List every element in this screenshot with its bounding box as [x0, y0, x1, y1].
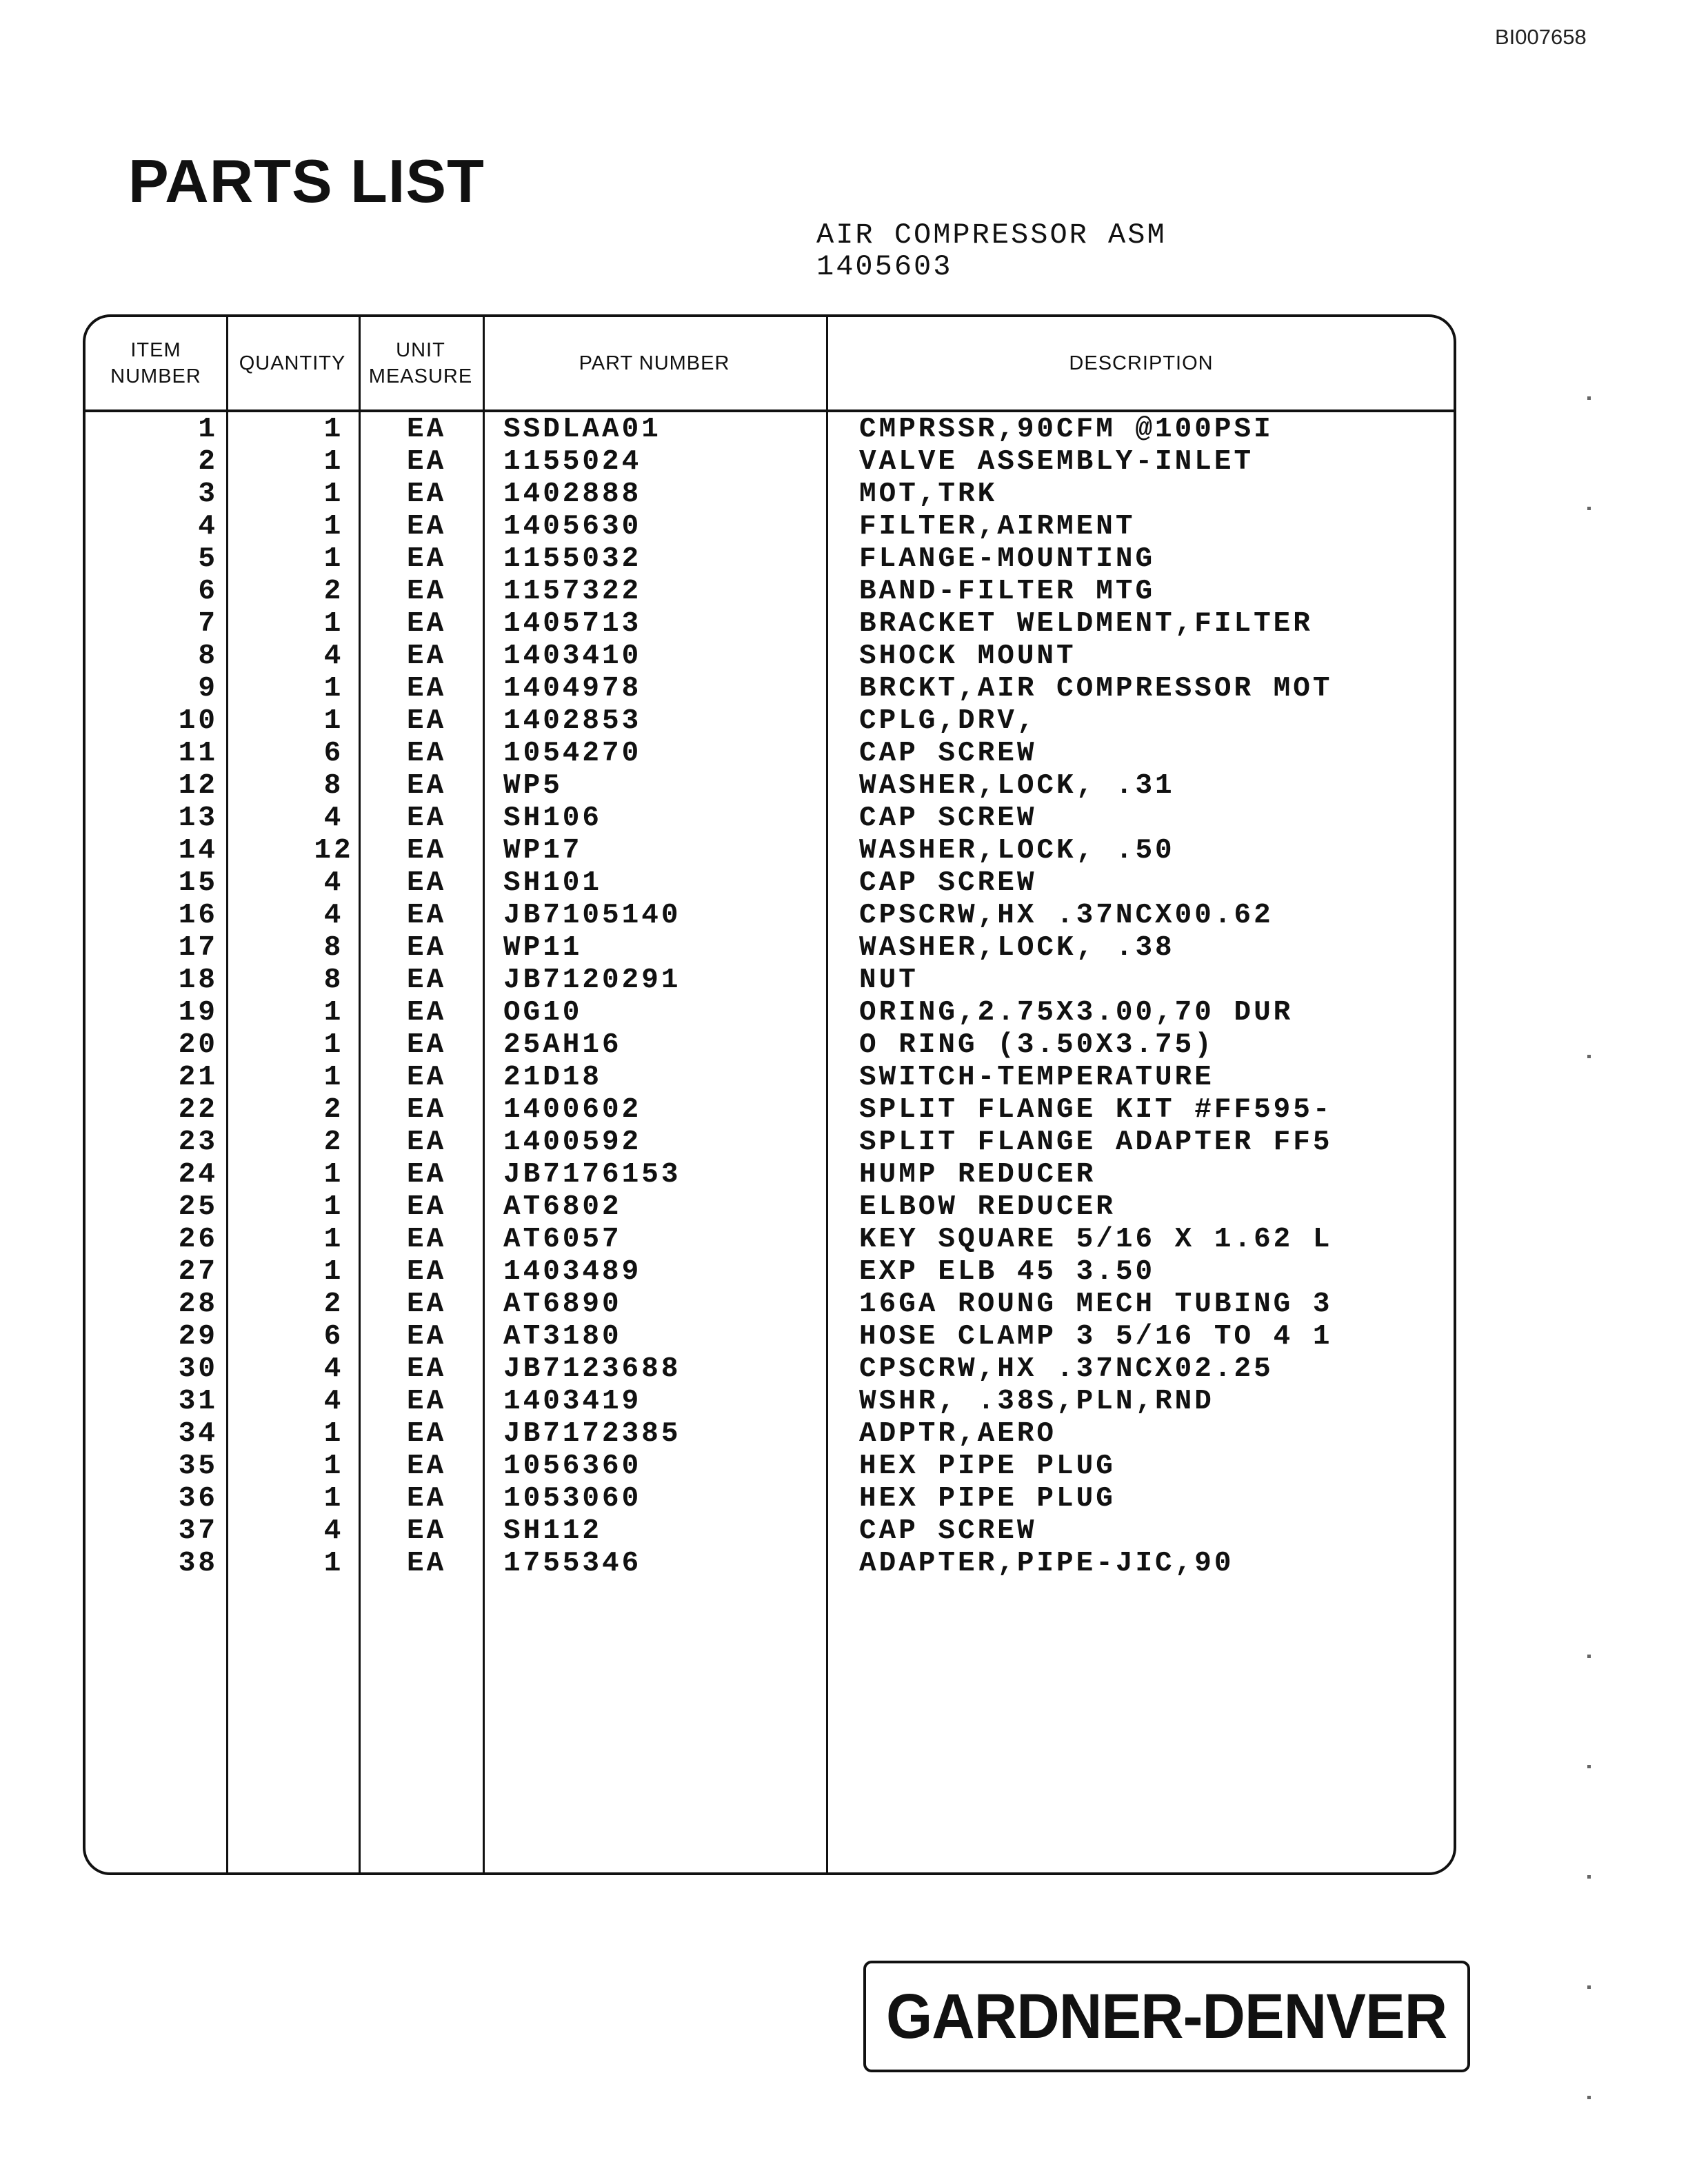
- scan-mark: [1587, 396, 1591, 400]
- part-number-cell: SH106: [503, 802, 603, 834]
- table-row: [86, 705, 1454, 738]
- quantity-cell: 4: [323, 900, 344, 931]
- scan-mark: [1587, 1875, 1591, 1879]
- item-number-cell: 18: [178, 964, 218, 996]
- scan-mark: [1587, 1655, 1591, 1658]
- table-row: [86, 900, 1454, 932]
- description-cell: KEY SQUARE 5/16 X 1.62 L: [859, 1224, 1333, 1255]
- item-number-cell: 25: [178, 1191, 218, 1223]
- table-row: [86, 673, 1454, 705]
- unit-measure-cell: EA: [407, 1515, 447, 1547]
- description-cell: HOSE CLAMP 3 5/16 TO 4 1: [859, 1321, 1333, 1353]
- description-cell: 16GA ROUNG MECH TUBING 3: [859, 1288, 1333, 1320]
- quantity-cell: 2: [323, 576, 344, 607]
- item-number-cell: 8: [198, 640, 218, 672]
- item-number-cell: 35: [178, 1450, 218, 1482]
- quantity-cell: 2: [323, 1288, 344, 1320]
- assembly-name: AIR COMPRESSOR ASM: [816, 219, 1167, 252]
- quantity-cell: 1: [323, 1224, 344, 1255]
- quantity-cell: 4: [323, 867, 344, 899]
- description-cell: CAP SCREW: [859, 867, 1037, 899]
- scan-mark: [1587, 507, 1591, 510]
- header-divider: [86, 410, 1454, 412]
- part-number-cell: JB7176153: [503, 1159, 681, 1191]
- item-number-cell: 24: [178, 1159, 218, 1191]
- quantity-cell: 8: [323, 770, 344, 802]
- quantity-cell: 1: [323, 1062, 344, 1093]
- part-number-cell: 1403489: [503, 1256, 642, 1288]
- description-cell: FILTER,AIRMENT: [859, 511, 1136, 543]
- unit-measure-cell: EA: [407, 1450, 447, 1482]
- unit-measure-cell: EA: [407, 932, 447, 964]
- item-number-cell: 3: [198, 478, 218, 510]
- part-number-cell: 1400602: [503, 1094, 642, 1126]
- table-row: [86, 543, 1454, 576]
- unit-measure-cell: EA: [407, 543, 447, 575]
- unit-measure-cell: EA: [407, 1483, 447, 1515]
- table-row: [86, 1483, 1454, 1515]
- item-number-cell: 15: [178, 867, 218, 899]
- description-cell: WASHER,LOCK, .31: [859, 770, 1175, 802]
- description-cell: CAP SCREW: [859, 802, 1037, 834]
- quantity-cell: 1: [323, 1548, 344, 1579]
- description-cell: SWITCH-TEMPERATURE: [859, 1062, 1214, 1093]
- item-number-cell: 14: [178, 835, 218, 867]
- part-number-cell: 1402888: [503, 478, 642, 510]
- parts-table: [83, 314, 1456, 1875]
- item-number-cell: 19: [178, 997, 218, 1029]
- part-number-cell: 1403410: [503, 640, 642, 672]
- description-cell: MOT,TRK: [859, 478, 998, 510]
- item-number-cell: 2: [198, 446, 218, 478]
- part-number-cell: 1155024: [503, 446, 642, 478]
- item-number-cell: 29: [178, 1321, 218, 1353]
- unit-measure-cell: EA: [407, 640, 447, 672]
- part-number-cell: SH112: [503, 1515, 603, 1547]
- quantity-cell: 1: [323, 1159, 344, 1191]
- part-number-cell: AT6890: [503, 1288, 622, 1320]
- quantity-cell: 4: [323, 1353, 344, 1385]
- quantity-cell: 4: [323, 1515, 344, 1547]
- unit-measure-cell: EA: [407, 1288, 447, 1320]
- item-number-cell: 11: [178, 738, 218, 769]
- quantity-cell: 1: [323, 673, 344, 705]
- table-row: [86, 802, 1454, 835]
- unit-measure-cell: EA: [407, 576, 447, 607]
- part-number-cell: SSDLAA01: [503, 414, 661, 445]
- description-cell: ADPTR,AERO: [859, 1418, 1057, 1450]
- part-number-cell: JB7123688: [503, 1353, 681, 1385]
- unit-measure-cell: EA: [407, 1094, 447, 1126]
- part-number-cell: 1405630: [503, 511, 642, 543]
- description-cell: BRACKET WELDMENT,FILTER: [859, 608, 1313, 640]
- table-row: [86, 1386, 1454, 1418]
- description-cell: HEX PIPE PLUG: [859, 1450, 1116, 1482]
- table-row: [86, 867, 1454, 900]
- table-row: [86, 1515, 1454, 1548]
- unit-measure-cell: EA: [407, 414, 447, 445]
- table-row: [86, 478, 1454, 511]
- quantity-cell: 6: [323, 1321, 344, 1353]
- quantity-cell: 1: [323, 543, 344, 575]
- unit-measure-cell: EA: [407, 964, 447, 996]
- item-number-cell: 10: [178, 705, 218, 737]
- part-number-cell: JB7120291: [503, 964, 681, 996]
- part-number-cell: AT6057: [503, 1224, 622, 1255]
- unit-measure-cell: EA: [407, 1256, 447, 1288]
- page-title: PARTS LIST: [128, 147, 485, 215]
- table-row: [86, 1159, 1454, 1191]
- item-number-cell: 36: [178, 1483, 218, 1515]
- item-number-cell: 30: [178, 1353, 218, 1385]
- description-cell: O RING (3.50X3.75): [859, 1029, 1214, 1061]
- scan-mark: [1587, 1765, 1591, 1768]
- unit-measure-cell: EA: [407, 1062, 447, 1093]
- item-number-cell: 17: [178, 932, 218, 964]
- document-id: BI007658: [1495, 25, 1587, 49]
- unit-measure-cell: EA: [407, 1224, 447, 1255]
- part-number-cell: 1402853: [503, 705, 642, 737]
- quantity-cell: 4: [323, 640, 344, 672]
- table-row: [86, 1288, 1454, 1321]
- part-number-cell: 1400592: [503, 1126, 642, 1158]
- unit-measure-cell: EA: [407, 1321, 447, 1353]
- quantity-cell: 4: [323, 802, 344, 834]
- quantity-cell: 1: [323, 414, 344, 445]
- description-cell: SHOCK MOUNT: [859, 640, 1076, 672]
- unit-measure-cell: EA: [407, 608, 447, 640]
- description-cell: SPLIT FLANGE ADAPTER FF5: [859, 1126, 1333, 1158]
- description-cell: WASHER,LOCK, .50: [859, 835, 1175, 867]
- description-cell: VALVE ASSEMBLY-INLET: [859, 446, 1254, 478]
- item-number-cell: 4: [198, 511, 218, 543]
- part-number-cell: 1755346: [503, 1548, 642, 1579]
- header-unit-measure: UNIT MEASURE: [368, 339, 473, 387]
- item-number-cell: 26: [178, 1224, 218, 1255]
- part-number-cell: 1155032: [503, 543, 642, 575]
- table-row: [86, 1256, 1454, 1288]
- table-row: [86, 1418, 1454, 1450]
- table-row: [86, 738, 1454, 770]
- unit-measure-cell: EA: [407, 1126, 447, 1158]
- unit-measure-cell: EA: [407, 1353, 447, 1385]
- scan-mark: [1587, 2096, 1591, 2099]
- quantity-cell: 1: [323, 1450, 344, 1482]
- item-number-cell: 38: [178, 1548, 218, 1579]
- unit-measure-cell: EA: [407, 738, 447, 769]
- unit-measure-cell: EA: [407, 1548, 447, 1579]
- unit-measure-cell: EA: [407, 997, 447, 1029]
- part-number-cell: 1056360: [503, 1450, 642, 1482]
- table-row: [86, 446, 1454, 478]
- unit-measure-cell: EA: [407, 770, 447, 802]
- header-item-number: ITEM NUMBER: [110, 339, 201, 387]
- description-cell: CPSCRW,HX .37NCX02.25: [859, 1353, 1274, 1385]
- quantity-cell: 1: [323, 997, 344, 1029]
- item-number-cell: 5: [198, 543, 218, 575]
- table-row: [86, 414, 1454, 446]
- table-row: [86, 1224, 1454, 1256]
- table-row: [86, 932, 1454, 964]
- description-cell: CAP SCREW: [859, 1515, 1037, 1547]
- description-cell: HEX PIPE PLUG: [859, 1483, 1116, 1515]
- description-cell: NUT: [859, 964, 918, 996]
- unit-measure-cell: EA: [407, 511, 447, 543]
- quantity-cell: 1: [323, 478, 344, 510]
- table-row: [86, 1126, 1454, 1159]
- table-row: [86, 1094, 1454, 1126]
- part-number-cell: WP5: [503, 770, 563, 802]
- quantity-cell: 8: [323, 964, 344, 996]
- item-number-cell: 28: [178, 1288, 218, 1320]
- unit-measure-cell: EA: [407, 1159, 447, 1191]
- quantity-cell: 1: [323, 705, 344, 737]
- quantity-cell: 1: [323, 1418, 344, 1450]
- table-row: [86, 997, 1454, 1029]
- quantity-cell: 8: [323, 932, 344, 964]
- quantity-cell: 1: [323, 1483, 344, 1515]
- item-number-cell: 1: [198, 414, 218, 445]
- unit-measure-cell: EA: [407, 446, 447, 478]
- scan-mark: [1587, 1055, 1591, 1058]
- unit-measure-cell: EA: [407, 900, 447, 931]
- item-number-cell: 34: [178, 1418, 218, 1450]
- unit-measure-cell: EA: [407, 673, 447, 705]
- description-cell: FLANGE-MOUNTING: [859, 543, 1156, 575]
- table-row: [86, 1191, 1454, 1224]
- table-row: [86, 1450, 1454, 1483]
- part-number-cell: 25AH16: [503, 1029, 622, 1061]
- part-number-cell: AT6802: [503, 1191, 622, 1223]
- description-cell: CPLG,DRV,: [859, 705, 1037, 737]
- brand-logo: [863, 1961, 1470, 2072]
- quantity-cell: 2: [323, 1094, 344, 1126]
- quantity-cell: 12: [314, 835, 354, 867]
- unit-measure-cell: EA: [407, 835, 447, 867]
- item-number-cell: 31: [178, 1386, 218, 1417]
- table-row: [86, 1321, 1454, 1353]
- part-number-cell: 1157322: [503, 576, 642, 607]
- quantity-cell: 6: [323, 738, 344, 769]
- item-number-cell: 6: [198, 576, 218, 607]
- description-cell: BAND-FILTER MTG: [859, 576, 1156, 607]
- part-number-cell: JB7172385: [503, 1418, 681, 1450]
- item-number-cell: 37: [178, 1515, 218, 1547]
- description-cell: WASHER,LOCK, .38: [859, 932, 1175, 964]
- quantity-cell: 2: [323, 1126, 344, 1158]
- unit-measure-cell: EA: [407, 1386, 447, 1417]
- part-number-cell: AT3180: [503, 1321, 622, 1353]
- description-cell: WSHR, .38S,PLN,RND: [859, 1386, 1214, 1417]
- description-cell: CAP SCREW: [859, 738, 1037, 769]
- table-row: [86, 770, 1454, 802]
- description-cell: BRCKT,AIR COMPRESSOR MOT: [859, 673, 1333, 705]
- table-row: [86, 835, 1454, 867]
- description-cell: CMPRSSR,90CFM @100PSI: [859, 414, 1274, 445]
- item-number-cell: 22: [178, 1094, 218, 1126]
- item-number-cell: 12: [178, 770, 218, 802]
- quantity-cell: 1: [323, 1029, 344, 1061]
- table-row: [86, 576, 1454, 608]
- unit-measure-cell: EA: [407, 1418, 447, 1450]
- unit-measure-cell: EA: [407, 1029, 447, 1061]
- unit-measure-cell: EA: [407, 802, 447, 834]
- item-number-cell: 16: [178, 900, 218, 931]
- table-row: [86, 964, 1454, 997]
- part-number-cell: 1053060: [503, 1483, 642, 1515]
- part-number-cell: JB7105140: [503, 900, 681, 931]
- brand-logo-text: GARDNER-DENVER: [886, 1981, 1447, 2052]
- part-number-cell: 21D18: [503, 1062, 603, 1093]
- quantity-cell: 1: [323, 511, 344, 543]
- table-row: [86, 1029, 1454, 1062]
- table-row: [86, 1548, 1454, 1580]
- part-number-cell: 1054270: [503, 738, 642, 769]
- assembly-subtitle: [816, 219, 1167, 283]
- part-number-cell: 1404978: [503, 673, 642, 705]
- unit-measure-cell: EA: [407, 705, 447, 737]
- description-cell: SPLIT FLANGE KIT #FF595-: [859, 1094, 1333, 1126]
- table-row: [86, 640, 1454, 673]
- part-number-cell: OG10: [503, 997, 583, 1029]
- item-number-cell: 13: [178, 802, 218, 834]
- table-row: [86, 1062, 1454, 1094]
- description-cell: ORING,2.75X3.00,70 DUR: [859, 997, 1294, 1029]
- item-number-cell: 9: [198, 673, 218, 705]
- item-number-cell: 20: [178, 1029, 218, 1061]
- description-cell: EXP ELB 45 3.50: [859, 1256, 1156, 1288]
- assembly-number: 1405603: [816, 250, 953, 283]
- header-part-number: PART NUMBER: [579, 352, 730, 374]
- description-cell: CPSCRW,HX .37NCX00.62: [859, 900, 1274, 931]
- part-number-cell: 1405713: [503, 608, 642, 640]
- table-row: [86, 608, 1454, 640]
- item-number-cell: 21: [178, 1062, 218, 1093]
- unit-measure-cell: EA: [407, 867, 447, 899]
- description-cell: ADAPTER,PIPE-JIC,90: [859, 1548, 1234, 1579]
- quantity-cell: 1: [323, 1191, 344, 1223]
- part-number-cell: SH101: [503, 867, 603, 899]
- scan-mark: [1587, 1985, 1591, 1989]
- description-cell: ELBOW REDUCER: [859, 1191, 1116, 1223]
- table-body: [86, 414, 1454, 1580]
- quantity-cell: 1: [323, 446, 344, 478]
- quantity-cell: 1: [323, 608, 344, 640]
- item-number-cell: 7: [198, 608, 218, 640]
- quantity-cell: 1: [323, 1256, 344, 1288]
- item-number-cell: 23: [178, 1126, 218, 1158]
- description-cell: HUMP REDUCER: [859, 1159, 1096, 1191]
- unit-measure-cell: EA: [407, 1191, 447, 1223]
- table-row: [86, 1353, 1454, 1386]
- quantity-cell: 4: [323, 1386, 344, 1417]
- part-number-cell: WP17: [503, 835, 583, 867]
- unit-measure-cell: EA: [407, 478, 447, 510]
- part-number-cell: 1403419: [503, 1386, 642, 1417]
- part-number-cell: WP11: [503, 932, 583, 964]
- header-quantity: QUANTITY: [239, 352, 346, 374]
- table-row: [86, 511, 1454, 543]
- header-description: DESCRIPTION: [1069, 352, 1214, 374]
- item-number-cell: 27: [178, 1256, 218, 1288]
